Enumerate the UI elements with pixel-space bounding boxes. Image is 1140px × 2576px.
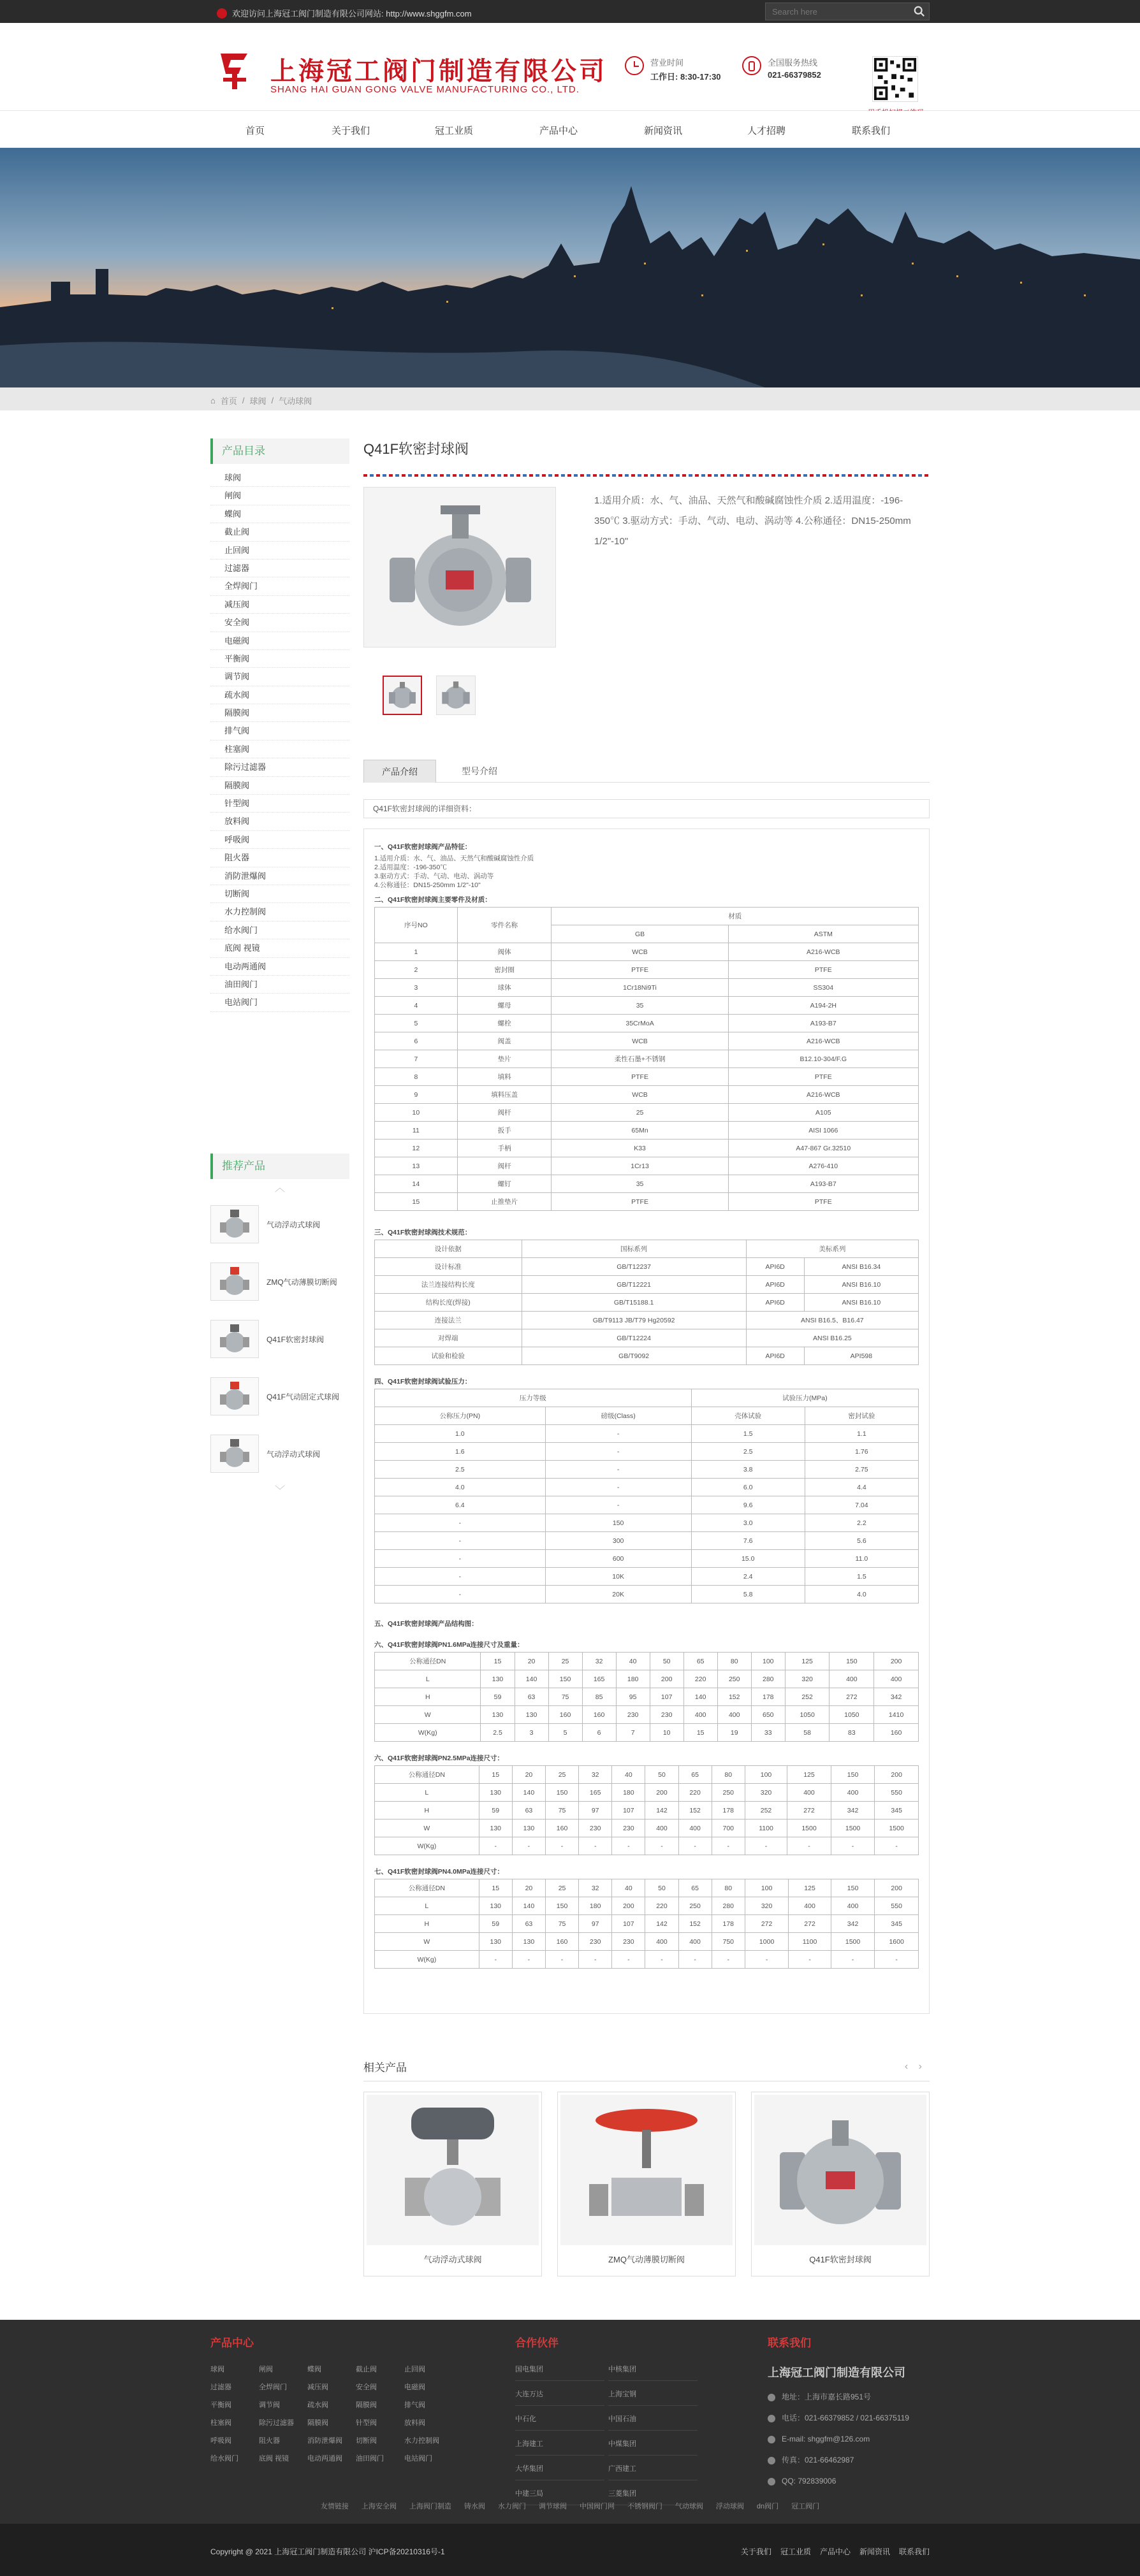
home-icon xyxy=(217,8,227,18)
table-row: - 10K 2.4 1.5 xyxy=(375,1568,919,1586)
product-category-sidebar xyxy=(210,438,349,1012)
footer-product-link[interactable]: 呼吸阀 xyxy=(210,2437,231,2445)
clock-icon xyxy=(625,56,644,75)
footer-product-link[interactable]: 平衡阀 xyxy=(210,2401,231,2409)
fax-icon xyxy=(768,2457,775,2464)
footer-product-link[interactable]: 切断阀 xyxy=(356,2437,377,2445)
footer-product-link[interactable]: 油田阀门 xyxy=(356,2455,384,2463)
table-row: 设计标准 GB/T12237 API6D ANSI B16.34 xyxy=(375,1258,919,1276)
table-row: 12 手柄 K33 A47-867 Gr.32510 xyxy=(375,1140,919,1157)
rec-item[interactable] xyxy=(210,1368,349,1425)
friend-link[interactable]: 水力阀门 xyxy=(497,2503,526,2510)
nav-jobs[interactable]: 人才招聘 xyxy=(747,126,786,136)
company-logo-icon[interactable] xyxy=(217,47,252,90)
table-row: 1.6 - 2.5 1.76 xyxy=(375,1443,919,1461)
sidebar-item[interactable]: 阻火器 xyxy=(210,849,349,867)
sidebar-item[interactable]: 疏水阀 xyxy=(210,686,349,704)
sidebar-item[interactable]: 止回阀 xyxy=(210,542,349,560)
table-row: W 130 130 160 230 230 400 400 700 1100 1500 1500 1500 xyxy=(375,1820,919,1837)
recommended-products xyxy=(210,1154,349,1499)
copyright-text: Copyright @ 2021 上海冠工阀门制造有限公司 沪ICP备20210316号-1 xyxy=(210,2547,445,2556)
spec-line: 2.适用温度：-196-350℃ xyxy=(374,864,447,871)
qq-icon xyxy=(768,2478,775,2486)
footer-product-link[interactable]: 电磁阀 xyxy=(404,2384,425,2391)
breadcrumb-home[interactable]: 首页 xyxy=(220,396,237,406)
sidebar-item[interactable]: 切断阀 xyxy=(210,885,349,903)
table-row: L 130 140 150 165 180 200 220 250 280 320 400 400 xyxy=(375,1670,919,1688)
table-row: 6.4 - 9.6 7.04 xyxy=(375,1496,919,1514)
materials-table: 序号NO 零件名称 材质 GB ASTM 1 阀体 WCB A216-WCB 2 密封圈 PTFE PTFE 3 球体 1Cr18Ni9Ti SS304 4 螺母 35 A194-2H 5 螺栓 35CrMoA A193-B7 6 阀盖 WCB A216-WCB 7 垫片 柔性石墨+不锈钢 B12.10-304/F.G 8 填料 PTFE PTFE 9 填料压盖 WCB A216-WCB 10 阀杆 25 A105 11 扳手 65Mn AISI 1066 12 手柄 K33 A47-867 Gr.32510 13 阀杆 1Cr13 A276-410 14 螺钉 35 A193-B7 15 止推垫片 PTFE PTFE xyxy=(374,907,919,1211)
rec-thumbnail[interactable] xyxy=(210,1320,259,1358)
footer-contact: 联系我们 上海冠工阀门制造有限公司 地址：上海市嘉长路951号 电话：021-66379852 / 021-66375119 E-mail: shggfm@126.com 传真：021-66462987 QQ: 792839006 xyxy=(768,2337,909,2486)
partner-link[interactable]: 中核集团 xyxy=(608,2364,698,2381)
footer-product-link[interactable]: 柱塞阀 xyxy=(210,2419,231,2427)
rec-name[interactable]: Q41F软密封球阀 xyxy=(267,1335,325,1344)
friend-link[interactable]: 铸水阀 xyxy=(464,2503,485,2510)
breadcrumb-ballvalve[interactable]: 球阀 xyxy=(249,396,267,406)
footer-product-link[interactable]: 水力控制阀 xyxy=(404,2437,439,2445)
related-title: 相关产品 xyxy=(363,2059,930,2081)
table-row: L 130 140 150 180 200 220 250 280 320 400 400 550 xyxy=(375,1897,919,1915)
friend-link[interactable]: 浮动球阀 xyxy=(715,2503,744,2510)
bottom-nav-link[interactable]: 新闻资讯 xyxy=(859,2547,890,2556)
scroll-up-icon[interactable]: ︿ xyxy=(274,1183,285,1194)
sidebar-item[interactable]: 电动两通阀 xyxy=(210,958,349,976)
footer-product-link[interactable]: 底阀 视镜 xyxy=(259,2455,289,2463)
site-footer xyxy=(0,2320,1140,2524)
table-row: - 300 7.6 5.6 xyxy=(375,1532,919,1550)
table-row: 15 止推垫片 PTFE PTFE xyxy=(375,1193,919,1211)
table-row: 13 阀杆 1Cr13 A276-410 xyxy=(375,1157,919,1175)
partner-link[interactable]: 大连万达 xyxy=(515,2389,604,2406)
main-nav xyxy=(0,111,1140,148)
footer-product-link[interactable]: 放料阀 xyxy=(404,2419,425,2427)
sidebar-item[interactable]: 呼吸阀 xyxy=(210,831,349,849)
table-row: W 130 130 160 160 230 230 400 400 650 1050 1050 1410 xyxy=(375,1706,919,1724)
footer-product-link[interactable]: 止回阀 xyxy=(404,2366,425,2373)
product-title: Q41F软密封球阀 xyxy=(363,441,469,457)
related-image[interactable] xyxy=(754,2095,926,2245)
business-hours: 营业时间 工作日: 8:30-17:30 xyxy=(625,56,721,82)
detail-tabs xyxy=(363,760,930,783)
search-input[interactable] xyxy=(766,3,906,20)
table-row: 7 垫片 柔性石墨+不锈钢 B12.10-304/F.G xyxy=(375,1050,919,1068)
table-row: 2 密封圈 PTFE PTFE xyxy=(375,961,919,979)
welcome-text: 欢迎访问上海冠工阀门制造有限公司网站: http://www.shggfm.com xyxy=(217,7,472,19)
footer-partners: 合作伙伴 国电集团 中核集团 大连万达 上海宝钢 中石化 中国石油 上海建工 中煤集团 大华集团 广西建工 中建三局 三菱集团 xyxy=(515,2334,698,2505)
sidebar-item[interactable]: 油田阀门 xyxy=(210,976,349,994)
company-name-cn: 上海冠工阀门制造有限公司 xyxy=(270,57,607,85)
nav-contact[interactable]: 联系我们 xyxy=(851,126,890,136)
carousel-arrows-icon[interactable]: ‹ › xyxy=(904,2061,926,2072)
product-main-image[interactable] xyxy=(363,487,556,648)
table-row: W(Kg) - - - - - - - - - - - - xyxy=(375,1951,919,1969)
footer-product-link[interactable]: 过滤器 xyxy=(210,2384,231,2391)
detail-info-line: Q41F软密封球阀的详细资料： xyxy=(363,799,930,818)
friend-link[interactable]: 不锈钢阀门 xyxy=(627,2503,662,2510)
nav-home[interactable]: 首页 xyxy=(245,126,265,136)
bottom-nav-link[interactable]: 产品中心 xyxy=(819,2547,851,2556)
rec-item[interactable] xyxy=(210,1425,349,1482)
footer-product-link[interactable]: 给水阀门 xyxy=(210,2455,238,2463)
bottom-nav-link[interactable]: 冠工业质 xyxy=(780,2547,811,2556)
related-image[interactable] xyxy=(367,2095,539,2245)
table-row: 公称通径DN 15 20 25 32 40 50 65 80 100 125 150 200 xyxy=(375,1653,919,1670)
table-row: H 59 63 75 97 107 142 152 178 272 272 342 345 xyxy=(375,1915,919,1933)
breadcrumb-current: 气动球阀 xyxy=(279,396,312,406)
related-image[interactable] xyxy=(560,2095,733,2245)
rec-name[interactable]: Q41F气动固定式球阀 xyxy=(267,1392,340,1401)
friend-link[interactable]: 友情链接 xyxy=(320,2503,349,2510)
phone-icon xyxy=(742,56,761,75)
table-row: 5 螺栓 35CrMoA A193-B7 xyxy=(375,1015,919,1032)
rec-thumbnail[interactable] xyxy=(210,1435,259,1473)
thumbnail-2[interactable] xyxy=(436,676,476,715)
sidebar-item[interactable]: 截止阀 xyxy=(210,523,349,541)
table-row: 公称通径DN 15 20 25 32 40 50 65 80 100 125 150 200 xyxy=(375,1879,919,1897)
footer-product-link[interactable]: 闸阀 xyxy=(259,2366,273,2373)
dimension-table-pn25 xyxy=(374,1765,919,1855)
sidebar-item[interactable]: 调节阀 xyxy=(210,668,349,686)
sidebar-item[interactable]: 柱塞阀 xyxy=(210,741,349,758)
site-header xyxy=(0,23,1140,111)
footer-product-link[interactable]: 电动两通阀 xyxy=(307,2455,342,2463)
partner-link[interactable]: 中国石油 xyxy=(608,2413,698,2431)
footer-product-link[interactable]: 消防泄爆阀 xyxy=(307,2437,342,2445)
table-row: 法兰连接结构长度 GB/T12221 API6D ANSI B16.10 xyxy=(375,1276,919,1294)
table-row: H 59 63 75 97 107 142 152 178 252 272 342 345 xyxy=(375,1802,919,1820)
dimension-table-pn40 xyxy=(374,1879,919,1969)
spec-line: 1.适用介质：水、气、油品、天然气和酸碱腐蚀性介质 xyxy=(374,855,534,862)
sidebar-item[interactable]: 闸阀 xyxy=(210,487,349,505)
product-summary: 1.适用介质：水、气、油品、天然气和酸碱腐蚀性介质 2.适用温度：-196-350℃ 3.驱动方式：手动、气动、电动、涡动等 4.公称通径：DN15-250mm 1/2"-10" xyxy=(594,495,911,547)
footer-product-link[interactable]: 针型阀 xyxy=(356,2419,377,2427)
footer-products: 产品中心 球阀 闸阀 蝶阀 截止阀 止回阀 过滤器 全焊阀门 减压阀 安全阀 电磁阀 平衡阀 调节阀 疏水阀 隔膜阀 排气阀 柱塞阀 除污过滤器 隔膜阀 针型阀 放料阀 呼吸阀 阻火器 消防泄爆阀 切断阀 水力控制阀 给水阀门 底阀 视镜 电动两通阀 油田阀门 电站阀门 xyxy=(210,2334,446,2463)
table-row: 4 螺母 35 A194-2H xyxy=(375,997,919,1015)
friend-link[interactable]: 上海阀门制造 xyxy=(409,2503,451,2510)
sidebar-title: 产品目录 xyxy=(210,438,349,464)
spec-content: 一、Q41F软密封球阀产品特征： 1.适用介质：水、气、油品、天然气和酸碱腐蚀性介质 2.适用温度：-196-350℃ 3.驱动方式：手动、气动、电动、涡动等 4.公称通径：DN15-250mm 1/2"-10" 二、Q41F软密封球阀主要零件及材质： 序号NO 零件名称 材质 GB ASTM 1 阀体 WCB A216-WCB 2 密封圈 PTFE PTFE 3 球体 1Cr18Ni9Ti SS304 4 螺母 35 A194-2H 5 螺栓 35CrMoA A193-B7 6 阀盖 WCB A216-WCB 7 垫片 柔性石墨+不锈钢 B12.10-304/F.G 8 填料 PTFE PTFE 9 填料压盖 WCB A216-WCB 10 阀杆 25 A105 11 扳手 65Mn AISI 1066 12 手柄 K33 A47-867 Gr.32510 13 阀杆 1Cr13 A276-410 14 螺钉 35 A193-B7 15 止推垫片 PTFE PTFE 三、Q41F软密封球阀技术规范： 设计依据 国标系列 美标系列 设计标准 GB/T12237 API6D ANSI B16.34 法兰连接结构长度 GB/T12221 API6D ANSI B16.10 结构长度(焊接) GB/T15188.1 API6D ANSI B16.10 连接法兰 GB/T9113 JB/T79 Hg20592 ANSI B16.5、B16.47 对焊端 GB/T12224 ANSI B16.25 试验和检验 GB/T9092 API6D API598 四、Q41F软密封球阀试验压力： 压力等级 试验压力(MPa) 公称压力(PN) 磅级(Class) 壳体试验 密封试验 1.0 - 1.5 1.1 1.6 - 2.5 1.76 2.5 - 3.8 2.75 4.0 - 6.0 4.4 6.4 - 9.6 7.04 - 150 3.0 2.2 - 300 7.6 5.6 - 600 15.0 11.0 - 10K 2.4 1.5 - 20K 5.8 4.0 五、Q41F软密封球阀产品结构图： 六、Q41F软密封球阀PN1.6MPa连接尺寸及重量： 公称通径DN 15 20 25 32 40 50 65 80 100 125 150 200 L 130 140 150 165 180 200 220 250 280 320 400 400 H 59 63 75 85 95 107 140 152 178 252 272 342 W 130 130 160 160 230 230 400 400 650 1050 1050 1410 W(Kg) 2.5 3 5 6 7 10 15 19 33 58 83 160 六、Q41F软密封球阀PN2.5MPa连接尺寸： 公称通径DN 15 20 25 32 40 50 65 80 100 125 150 200 L 130 140 150 165 180 200 220 250 320 400 400 550 H 59 63 75 97 107 142 152 178 252 272 342 345 W 130 130 160 230 230 400 400 700 1100 1500 1500 1500 W(Kg) - - - - - - - - - - - - 七、Q41F软密封球阀PN4.0MPa连接尺寸： 公称通径DN 15 20 25 32 40 50 65 80 100 125 150 200 L 130 140 150 180 200 220 250 280 320 400 400 550 H 59 63 75 97 107 142 152 178 272 272 342 345 W 130 130 160 230 230 400 400 750 1000 1100 1500 1600 W(Kg) - - - - - - - - - - - - xyxy=(363,829,930,2014)
sidebar-item[interactable]: 隔膜阀 xyxy=(210,777,349,795)
table-row: W(Kg) - - - - - - - - - - - - xyxy=(375,1837,919,1855)
rec-thumbnail[interactable] xyxy=(210,1263,259,1301)
table-row: 试验和检验 GB/T9092 API6D API598 xyxy=(375,1347,919,1365)
partner-link[interactable]: 国电集团 xyxy=(515,2364,604,2381)
sidebar-item[interactable]: 电站阀门 xyxy=(210,994,349,1011)
company-name-en: SHANG HAI GUAN GONG VALVE MANUFACTURING CO., LTD. xyxy=(270,84,580,95)
sidebar-item[interactable]: 过滤器 xyxy=(210,560,349,577)
qr-code-icon xyxy=(872,56,918,102)
related-card[interactable]: 气动浮动式球阀 xyxy=(363,2092,542,2276)
partner-link[interactable]: 大华集团 xyxy=(515,2463,604,2480)
friend-link[interactable]: 冠工阀门 xyxy=(791,2503,820,2510)
rec-item[interactable] xyxy=(210,1310,349,1368)
nav-products[interactable]: 产品中心 xyxy=(539,126,578,136)
top-bar xyxy=(0,0,1140,23)
decorative-stripe xyxy=(363,474,930,477)
partner-link[interactable]: 上海宝钢 xyxy=(608,2389,698,2406)
sidebar-item[interactable]: 安全阀 xyxy=(210,614,349,632)
partner-link[interactable]: 中建三局 xyxy=(515,2488,604,2505)
partner-link[interactable]: 中煤集团 xyxy=(608,2438,698,2456)
table-row: 1 阀体 WCB A216-WCB xyxy=(375,943,919,961)
nav-about[interactable]: 关于我们 xyxy=(331,126,370,136)
footer-product-link[interactable]: 电站阀门 xyxy=(404,2455,432,2463)
footer-product-link[interactable]: 蝶阀 xyxy=(307,2366,321,2373)
footer-product-link[interactable]: 调节阀 xyxy=(259,2401,280,2409)
bottom-nav xyxy=(741,2546,930,2557)
recommended-title: 推荐产品 xyxy=(210,1154,349,1179)
friend-link[interactable]: 中国阀门网 xyxy=(579,2503,615,2510)
footer-product-link[interactable]: 排气阀 xyxy=(404,2401,425,2409)
scroll-down-icon[interactable]: ﹀ xyxy=(274,1486,285,1496)
rec-name[interactable]: 气动浮动式球阀 xyxy=(267,1449,321,1459)
rec-thumbnail[interactable] xyxy=(210,1205,259,1243)
footer-product-link[interactable]: 减压阀 xyxy=(307,2384,328,2391)
breadcrumb: ⌂ 首页 / 球阀 / 气动球阀 xyxy=(0,387,1140,410)
category-list xyxy=(210,469,349,1012)
table-row: - 600 15.0 11.0 xyxy=(375,1550,919,1568)
sidebar-item[interactable]: 针型阀 xyxy=(210,795,349,813)
thumbnail-1[interactable] xyxy=(383,676,422,715)
sidebar-item[interactable]: 减压阀 xyxy=(210,596,349,614)
sidebar-item[interactable]: 球阀 xyxy=(210,469,349,487)
table-row: H 59 63 75 85 95 107 140 152 178 252 272 342 xyxy=(375,1688,919,1706)
rec-name[interactable]: 气动浮动式球阀 xyxy=(267,1220,321,1229)
table-row: 连接法兰 GB/T9113 JB/T79 Hg20592 ANSI B16.5、B16.47 xyxy=(375,1312,919,1329)
footer-product-link[interactable]: 全焊阀门 xyxy=(259,2384,287,2391)
sidebar-item[interactable]: 底阀 视镜 xyxy=(210,939,349,957)
nav-quality[interactable]: 冠工业质 xyxy=(434,126,473,136)
pressure-table: 压力等级 试验压力(MPa) 公称压力(PN) 磅级(Class) 壳体试验 密封试验 1.0 - 1.5 1.1 1.6 - 2.5 1.76 2.5 - 3.8 2.75 4.0 - 6.0 4.4 6.4 - 9.6 7.04 - 150 3.0 2.2 - 300 7.6 5.6 - 600 15.0 11.0 - 10K 2.4 1.5 - 20K 5.8 4.0 xyxy=(374,1389,919,1603)
friend-link[interactable]: 调节球阀 xyxy=(538,2503,567,2510)
sidebar-item[interactable]: 隔膜阀 xyxy=(210,704,349,722)
table-row: 1.0 - 1.5 1.1 xyxy=(375,1425,919,1443)
footer-product-link[interactable]: 球阀 xyxy=(210,2366,224,2373)
table-row: L 130 140 150 165 180 200 220 250 320 400 400 550 xyxy=(375,1784,919,1802)
table-row: 9 填料压盖 WCB A216-WCB xyxy=(375,1086,919,1104)
copyright-bar xyxy=(0,2524,1140,2576)
table-row: 4.0 - 6.0 4.4 xyxy=(375,1479,919,1496)
table-row: 公称通径DN 15 20 25 32 40 50 65 80 100 125 150 200 xyxy=(375,1766,919,1784)
table-row: - 20K 5.8 4.0 xyxy=(375,1586,919,1603)
nav-news[interactable]: 新闻资讯 xyxy=(643,126,682,136)
spec-line: 3.驱动方式：手动、气动、电动、涡动等 xyxy=(374,872,494,880)
sidebar-item[interactable]: 给水阀门 xyxy=(210,922,349,939)
rec-name[interactable]: ZMQ气动薄膜切断阀 xyxy=(267,1277,337,1287)
footer-product-link[interactable]: 阻火器 xyxy=(259,2437,280,2445)
hotline: 全国服务热线 021-66379852 xyxy=(742,56,821,80)
footer-product-link[interactable]: 除污过滤器 xyxy=(259,2419,294,2427)
related-products xyxy=(363,2059,930,2264)
sidebar-item[interactable]: 水力控制阀 xyxy=(210,903,349,921)
location-icon xyxy=(768,2394,775,2401)
standards-table: 设计依据 国标系列 美标系列 设计标准 GB/T12237 API6D ANSI B16.34 法兰连接结构长度 GB/T12221 API6D ANSI B16.10 结构长度(焊接) GB/T15188.1 API6D ANSI B16.10 连接法兰 GB/T9113 JB/T79 Hg20592 ANSI B16.5、B16.47 对焊端 GB/T12224 ANSI B16.25 试验和检验 GB/T9092 API6D API598 xyxy=(374,1240,919,1365)
table-row: 10 阀杆 25 A105 xyxy=(375,1104,919,1122)
table-row: - 150 3.0 2.2 xyxy=(375,1514,919,1532)
footer-product-link[interactable]: 隔膜阀 xyxy=(307,2419,328,2427)
table-row: 14 螺钉 35 A193-B7 xyxy=(375,1175,919,1193)
rec-item[interactable] xyxy=(210,1253,349,1310)
sidebar-item[interactable]: 全焊阀门 xyxy=(210,577,349,595)
table-row: 结构长度(焊接) GB/T15188.1 API6D ANSI B16.10 xyxy=(375,1294,919,1312)
related-card[interactable]: Q41F软密封球阀 xyxy=(751,2092,930,2276)
product-detail xyxy=(363,438,930,1964)
sidebar-item[interactable]: 蝶阀 xyxy=(210,505,349,523)
sidebar-item[interactable]: 除污过滤器 xyxy=(210,758,349,776)
bottom-nav-link[interactable]: 联系我们 xyxy=(898,2547,930,2556)
rec-item[interactable] xyxy=(210,1196,349,1253)
spec-line: 4.公称通径：DN15-250mm 1/2"-10" xyxy=(374,881,481,889)
tab-intro[interactable]: 产品介绍 xyxy=(363,760,436,783)
table-row: 8 填料 PTFE PTFE xyxy=(375,1068,919,1086)
partner-link[interactable]: 三菱集团 xyxy=(608,2488,698,2505)
partner-link[interactable]: 中石化 xyxy=(515,2413,604,2431)
footer-product-link[interactable]: 疏水阀 xyxy=(307,2401,328,2409)
friend-links xyxy=(0,2501,1140,2511)
dimension-table-pn16 xyxy=(374,1652,919,1742)
friend-link[interactable]: 上海安全阀 xyxy=(361,2503,397,2510)
sidebar-item[interactable]: 平衡阀 xyxy=(210,650,349,668)
table-row: 6 阀盖 WCB A216-WCB xyxy=(375,1032,919,1050)
partner-link[interactable]: 广西建工 xyxy=(608,2463,698,2480)
search-icon[interactable] xyxy=(914,6,925,17)
city-banner-image xyxy=(0,148,1140,387)
footer-product-link[interactable]: 安全阀 xyxy=(356,2384,377,2391)
table-row: W(Kg) 2.5 3 5 6 7 10 15 19 33 58 83 160 xyxy=(375,1724,919,1742)
bottom-nav-link[interactable]: 关于我们 xyxy=(740,2547,771,2556)
sidebar-item[interactable]: 消防泄爆阀 xyxy=(210,867,349,885)
footer-product-link[interactable]: 隔膜阀 xyxy=(356,2401,377,2409)
email-icon xyxy=(768,2436,775,2443)
related-card[interactable]: ZMQ气动薄膜切断阀 xyxy=(557,2092,736,2276)
friend-link[interactable]: dn阀门 xyxy=(756,2503,779,2510)
table-row: 2.5 - 3.8 2.75 xyxy=(375,1461,919,1479)
friend-link[interactable]: 气动球阀 xyxy=(675,2503,703,2510)
table-row: W 130 130 160 230 230 400 400 750 1000 1100 1500 1600 xyxy=(375,1933,919,1951)
sidebar-item[interactable]: 放料阀 xyxy=(210,813,349,830)
rec-thumbnail[interactable] xyxy=(210,1377,259,1415)
tab-models[interactable]: 型号介绍 xyxy=(462,766,497,776)
product-thumbnails xyxy=(383,676,476,715)
footer-product-link[interactable]: 截止阀 xyxy=(356,2366,377,2373)
phone-icon xyxy=(768,2415,775,2422)
sidebar-item[interactable]: 排气阀 xyxy=(210,722,349,740)
table-row: 对焊端 GB/T12224 ANSI B16.25 xyxy=(375,1329,919,1347)
home-icon[interactable]: ⌂ xyxy=(210,396,216,405)
table-row: 11 扳手 65Mn AISI 1066 xyxy=(375,1122,919,1140)
sidebar-item[interactable]: 电磁阀 xyxy=(210,632,349,650)
table-row: 3 球体 1Cr18Ni9Ti SS304 xyxy=(375,979,919,997)
partner-link[interactable]: 上海建工 xyxy=(515,2438,604,2456)
search-box[interactable] xyxy=(765,3,930,20)
